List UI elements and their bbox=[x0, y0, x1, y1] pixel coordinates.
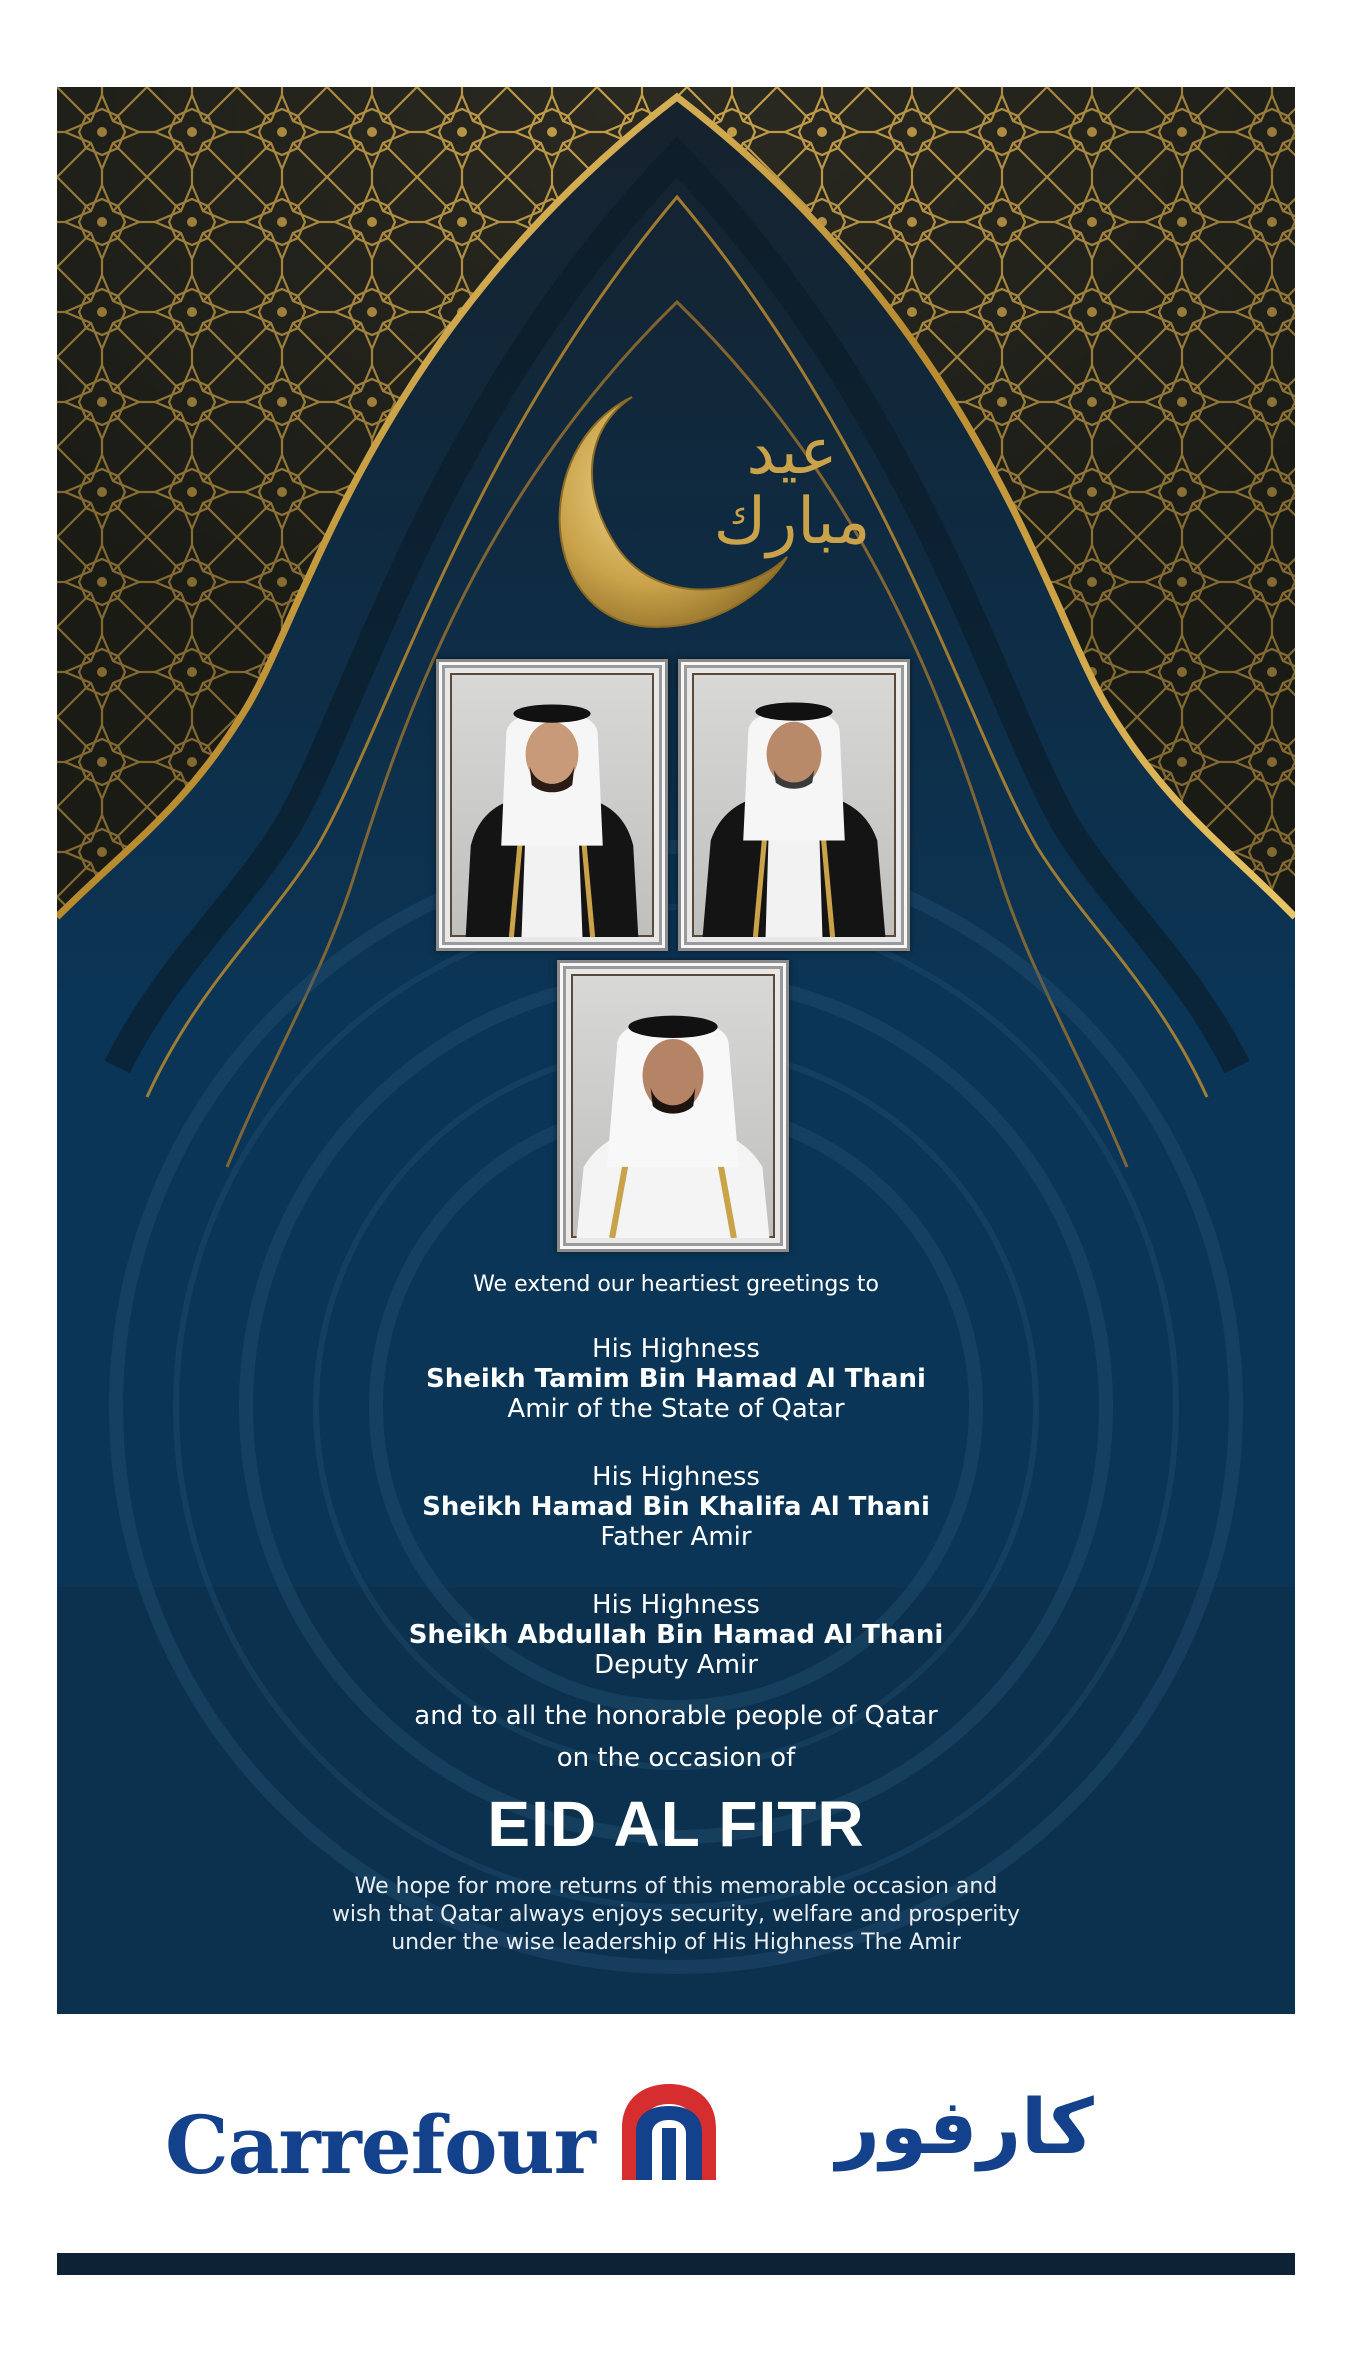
portrait-figure-3 bbox=[571, 974, 775, 1238]
portrait-deputy-amir bbox=[557, 960, 789, 1252]
portrait-figure-1 bbox=[450, 673, 654, 937]
carrefour-logo-icon bbox=[614, 2078, 724, 2188]
person-2-honorific: His Highness bbox=[592, 1462, 760, 1492]
person-1-honorific: His Highness bbox=[592, 1334, 760, 1364]
closing-line-1: We hope for more returns of this memorable occasion and bbox=[354, 1874, 998, 1899]
intro-text: We extend our heartiest greetings to bbox=[473, 1272, 879, 1297]
person-2-title: Father Amir bbox=[600, 1522, 752, 1552]
person-3-name: Sheikh Abdullah Bin Hamad Al Thani bbox=[408, 1620, 944, 1650]
person-3-title: Deputy Amir bbox=[594, 1650, 758, 1680]
eid-mubarak-calligraphy: عيد مبارك bbox=[713, 415, 871, 560]
person-2-name: Sheikh Hamad Bin Khalifa Al Thani bbox=[422, 1492, 930, 1522]
portrait-figure-2 bbox=[692, 673, 896, 937]
closing-line-3: under the wise leadership of His Highness The Amir bbox=[391, 1930, 961, 1955]
portrait-father-amir bbox=[678, 659, 910, 951]
person-1-name: Sheikh Tamim Bin Hamad Al Thani bbox=[426, 1364, 926, 1394]
footer-bar bbox=[57, 2253, 1295, 2275]
person-3-honorific: His Highness bbox=[592, 1590, 760, 1620]
closing-line-2: wish that Qatar always enjoys security, welfare and prosperity bbox=[331, 1902, 1021, 1927]
eid-banner bbox=[57, 87, 1295, 2014]
person-1-title: Amir of the State of Qatar bbox=[507, 1394, 845, 1424]
eid-headline: EID AL FITR bbox=[487, 1788, 865, 1860]
occasion-line: on the occasion of bbox=[556, 1743, 796, 1773]
portrait-amir bbox=[436, 659, 668, 951]
brand-name-latin: Carrefour bbox=[165, 2098, 595, 2192]
people-of-qatar-line: and to all the honorable people of Qatar bbox=[414, 1701, 938, 1731]
brand-name-arabic: كارفور bbox=[836, 2082, 1094, 2171]
carrefour-logo bbox=[0, 2060, 1351, 2210]
